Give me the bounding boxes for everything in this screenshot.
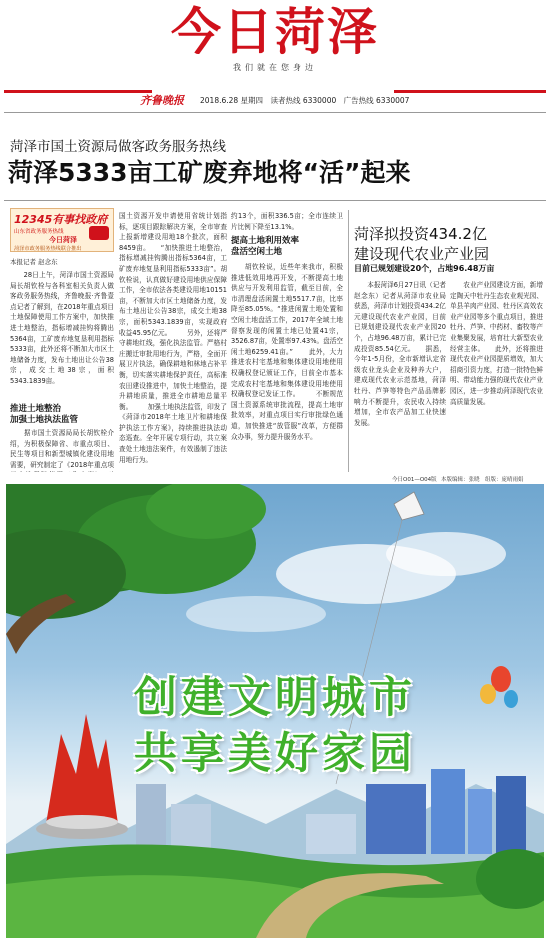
ad-hotline: 广告热线 6330007 xyxy=(343,96,410,105)
divider xyxy=(4,112,546,113)
publisher-logo: 齐鲁晚报 xyxy=(140,94,184,107)
issue-date: 2018.6.28 星期四 xyxy=(200,96,264,105)
article-column-3 xyxy=(231,262,343,474)
column-2-para-3: 加强土地执法监管，印发了《菏泽市2018年土地卫片和耕地保护执法工作方案》，持续推进执法动态巡查。全年开展专项行动，共立案查处土地违法案件，有效遏制了违法用地行为。 xyxy=(119,402,227,464)
subhead-line: 推进土地整治 加强土地执法监管 xyxy=(10,404,79,425)
ad-slogan-line-1: 创建文明城市 xyxy=(134,673,416,723)
article-subhead xyxy=(231,236,343,258)
article-column-3-lead: 约13个，面积336.5亩；全市连续卫片比例下降至13.1%。 xyxy=(231,212,343,231)
column-3-para-1: 胡钦栓说，近些年来我市，积极推进低效用地再开发，不断提高土地供应与开发利用监管，截至目前，全市清理盘活闲置土地5517.7亩，比率降至85.05%。“推进闲置土地处置和空闲土地盘活工作，2017年全域土地督察发现的闲置土地已处置41宗，3526.87亩，处置率97.43%。盘活空闲土地6259.41亩。” xyxy=(231,263,343,356)
side-article-column-a: 本报菏泽6月27日讯（记者 赵念东）记者从菏泽市农业局获悉，菏泽市计划投资434.2亿元建设现代农业产业园，目前已规划建设现代农业产业园20个，占地96.48万亩，累计已完成投资85.54亿元。 据悉，今年1-5月份，全市新增认定省级农业龙头企业及种养大户，建成现代农业示范基地，菏泽牡丹、芦笋等特色产品品牌影响力不断提升，农民收入持续增加，全市农产品加工业快速发展。 xyxy=(354,281,446,427)
side-article-title-1[interactable]: 菏泽拟投资434.2亿 xyxy=(354,225,487,243)
article-byline: 本报记者 赵念东 xyxy=(10,258,58,266)
column-divider xyxy=(348,210,349,472)
column-2-para-2: 另外，还将严守耕地红线，强化执法监管。严格村庄搬迁审批用地行为，严格，全面开展卫片执法，确保耕地和林地占补平衡，切实落实耕地保护责任，高标准农田建设推进中，加快土地整治，提升耕地质量，推进全市耕地总量平衡。 xyxy=(119,328,227,411)
article-column-1-body: 据市国土资源局局长胡钦栓介绍，为积极保障省、市重点项目、民生等项目和新型城镇化建设用地需要，研究制定了《2018年重点项 xyxy=(10,429,114,469)
promo-title: 12345有事找政府 xyxy=(14,213,108,226)
article-headline[interactable]: 菏泽5333亩工矿废弃地将“活”起来 xyxy=(8,158,411,187)
promo-subtitle: 山东省政务服务热线 xyxy=(14,229,64,235)
telephone-icon xyxy=(89,226,109,240)
ad-slogan-line-2: 共享美好家园 xyxy=(134,729,416,779)
newspaper-title: 今日菏泽 xyxy=(171,3,379,61)
article-column-1: 28日上午，菏泽市国土资源局局长胡钦栓与各科室相关负责人做客政务服务热线，齐鲁晚报·齐鲁壹点记者了解到，在2018年重点项目土地保障使用工作方案中，加快推进土地整治，指标增减挂钩将腾出5364亩，工矿废弃地复垦利用指标5333亩，此外还将不断加大市区土地储备力度，发布土地出让公告38宗，成交土地38宗，面积5343.1839亩。 xyxy=(10,271,114,385)
article-kicker: 菏泽市国土资源局做客政务服务热线 xyxy=(10,139,226,155)
masthead xyxy=(0,0,550,118)
divider xyxy=(4,200,546,201)
page-footer-section: 今日O01—O04版 xyxy=(392,477,437,483)
issue-info xyxy=(200,95,414,106)
side-article-column-b: 农业产业园建设方面，新增定陶天中牡丹生态农业观光园、单县羊肉产业园、牡丹区高效农业产业园等多个重点项目，推进牡丹、芦笋、中药材、畜牧等产业集聚发展，培育壮大新型农业经营主体。 此外，还将推进现代农业产业园提质增效，加大招商引资力度，打造一批特色鲜明、带动能力强的现代农业产业园区，进一步推动菏泽现代农业高质量发展。 xyxy=(450,281,543,406)
article-subhead xyxy=(10,404,114,426)
page-footer-editors: 本版编辑：张晓 组版：庞晴雨娟 xyxy=(441,477,524,483)
side-article-subtitle: 目前已规划建设20个，占地96.48万亩 xyxy=(354,264,495,273)
civilization-ad-banner xyxy=(6,484,544,938)
column-2-para-1: 国土资源开发申请使用省统计划指标，逐项目跟踪解决方案，全市审查上报新增建设用地18个批次，面积8459亩。 “加快推进土地整治，指标增减挂钩腾出指标5364亩，工矿废弃地复垦利用指标5333亩”。胡钦栓说，认真做好建设用地供应保障工作，全市依法各类建设用地10151亩，不断加大市区土地储备力度，发布土地出让公告38宗，成交土地38宗，面积5343.1839亩，实现政府收益45.95亿元。 xyxy=(119,212,227,337)
promo-line: 菏泽市政务服务热线联合推出 xyxy=(14,246,82,252)
masthead-rule-right xyxy=(394,90,546,93)
article-column-2 xyxy=(119,211,227,474)
promo-brand: 今日菏泽 xyxy=(49,236,77,244)
column-3-para-3: 不断规范国土资源系统审批流程，提高土地审批效率，对重点项目实行审批绿色通道，加快推进“放管服”改革，方便群众办事，努力提升服务水平。 xyxy=(231,390,343,441)
hotline-promo-banner xyxy=(10,208,114,252)
masthead-rule-left xyxy=(4,90,152,93)
reader-hotline: 读者热线 6330000 xyxy=(270,96,337,105)
newspaper-slogan: 我们就在您身边 xyxy=(233,63,317,72)
column-3-para-2: 此外，大力推进农村宅基地和集体建设用地使用权确权登记颁证工作，目前全市基本完成农村宅基地和集体建设用地使用权确权登记发证工作。 xyxy=(231,347,343,399)
subhead-line: 提高土地利用效率 盘活空闲土地 xyxy=(231,236,300,257)
side-article-title-2[interactable]: 建设现代农业产业园 xyxy=(354,245,490,263)
